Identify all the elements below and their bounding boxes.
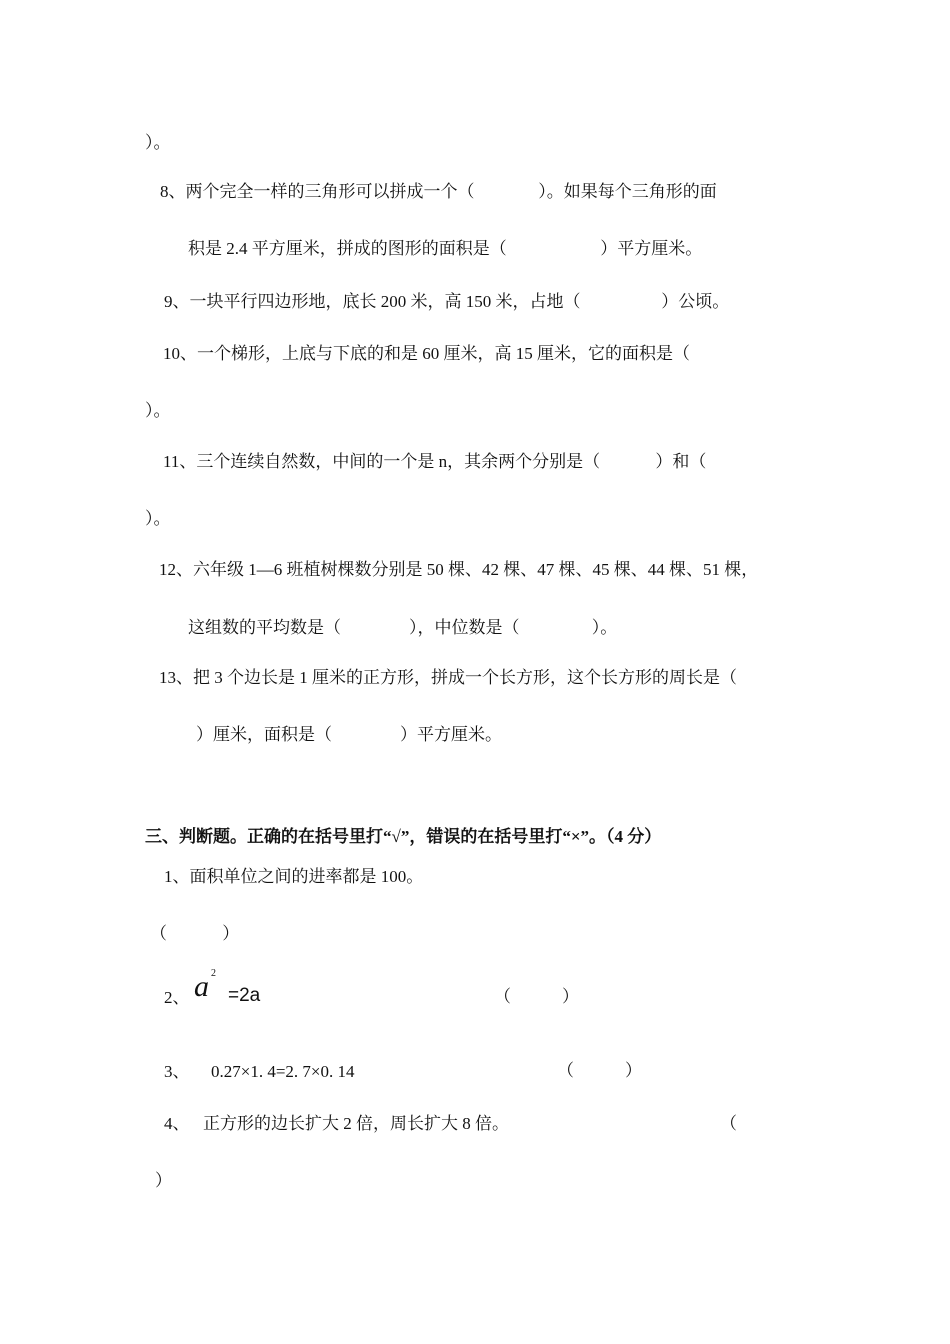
judgement-4-text: 正方形的边长扩大 2 倍，周长扩大 8 倍。 (203, 1114, 509, 1133)
question-9: 9、一块平行四边形地，底长 200 米，高 150 米，占地（ ）公顷。 (164, 292, 730, 311)
previous-question-tail: ）。 (145, 133, 171, 152)
question-11-line-1: 11、三个连续自然数，中间的一个是 n，其余两个分别是（ ）和（ (163, 452, 707, 471)
judgement-2-base: a (194, 970, 209, 1003)
judgement-4-number: 4、 (164, 1114, 190, 1133)
question-13-line-2: ）厘米，面积是（ ）平方厘米。 (196, 725, 502, 744)
judgement-1: 1、面积单位之间的进率都是 100。 (164, 867, 424, 886)
question-12-line-2: 这组数的平均数是（ ），中位数是（ ）。 (188, 618, 618, 637)
judgement-2-exponent: 2 (211, 968, 216, 979)
question-13-line-1: 13、把 3 个边长是 1 厘米的正方形，拼成一个长方形，这个长方形的周长是（ (159, 668, 737, 687)
question-8-line-1: 8、两个完全一样的三角形可以拼成一个（ ）。如果每个三角形的面 (160, 182, 717, 201)
judgement-4-open-bracket: （ (720, 1114, 737, 1133)
judgement-3-bracket: （ ） (557, 1061, 642, 1080)
judgement-2-bracket: （ ） (494, 987, 579, 1006)
judgement-2-equation: =2a (228, 985, 261, 1006)
judgement-3-number: 3、 (164, 1062, 190, 1081)
question-10-line-2: ）。 (145, 401, 171, 420)
judgement-1-bracket: （ ） (150, 924, 240, 943)
section-3-heading: 三、判断题。正确的在括号里打“√”，错误的在括号里打“×”。（4 分） (145, 827, 662, 846)
question-12-line-1: 12、六年级 1—6 班植树棵数分别是 50 棵、42 棵、47 棵、45 棵、44 棵、51 棵， (159, 560, 759, 579)
judgement-4-close-bracket: ） (155, 1171, 172, 1190)
question-11-line-2: ）。 (145, 509, 171, 528)
question-8-line-2: 积是 2.4 平方厘米，拼成的图形的面积是（ ）平方厘米。 (188, 239, 703, 258)
question-10-line-1: 10、一个梯形，上底与下底的和是 60 厘米，高 15 厘米，它的面积是（ (163, 344, 690, 363)
judgement-2-number: 2、 (164, 988, 190, 1007)
judgement-3-expression: 0.27×1. 4=2. 7×0. 14 (211, 1062, 355, 1081)
